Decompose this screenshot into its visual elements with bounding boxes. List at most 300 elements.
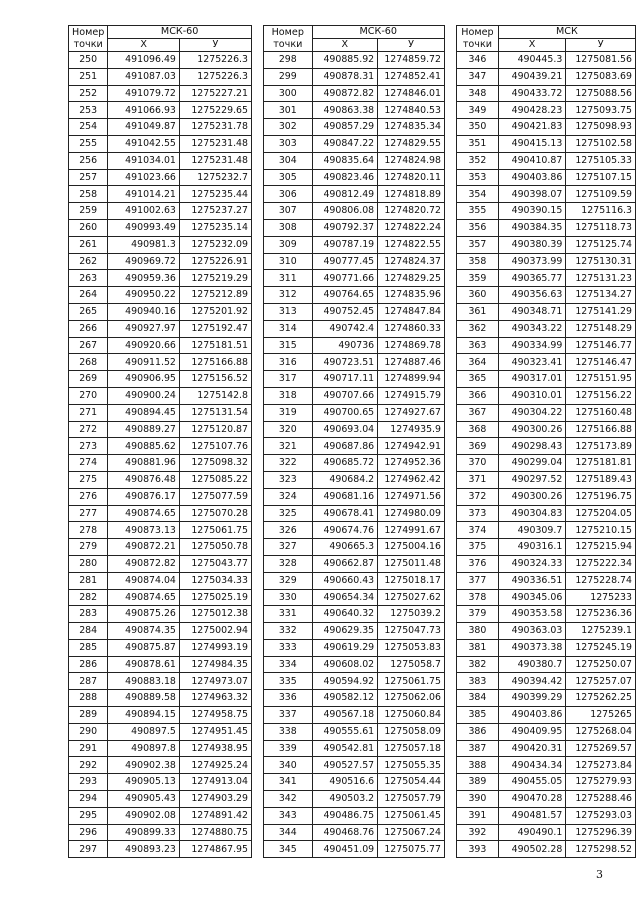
point-number-cell: 303 <box>264 135 313 152</box>
y-coordinate-cell: 1275239.1 <box>566 623 636 640</box>
point-number-cell: 381 <box>457 639 499 656</box>
table-row <box>264 404 445 421</box>
point-number-cell: 259 <box>69 203 108 220</box>
table-row <box>264 119 445 136</box>
y-coordinate-cell: 1275201.92 <box>179 303 251 320</box>
table-row <box>457 320 636 337</box>
point-number-cell: 326 <box>264 522 313 539</box>
point-number-cell: 317 <box>264 371 313 388</box>
y-coordinate-cell: 1275237.27 <box>179 203 251 220</box>
point-number-cell: 322 <box>264 455 313 472</box>
table-row <box>69 85 252 102</box>
point-number-cell: 257 <box>69 169 108 186</box>
table-row <box>69 135 252 152</box>
column-header-y: У <box>179 39 251 52</box>
x-coordinate-cell: 490777.45 <box>312 253 378 270</box>
point-number-cell: 269 <box>69 371 108 388</box>
table-row <box>69 757 252 774</box>
x-coordinate-cell: 490428.23 <box>498 102 565 119</box>
y-coordinate-cell: 1275060.84 <box>378 707 445 724</box>
table-row <box>457 135 636 152</box>
point-number-cell: 270 <box>69 387 108 404</box>
table-row <box>69 371 252 388</box>
point-number-cell: 382 <box>457 656 499 673</box>
y-coordinate-cell: 1274820.72 <box>378 203 445 220</box>
y-coordinate-cell: 1275212.89 <box>179 287 251 304</box>
column-header-y: У <box>378 39 445 52</box>
x-coordinate-cell: 490885.92 <box>312 52 378 69</box>
table-row <box>457 673 636 690</box>
table-row <box>69 337 252 354</box>
point-number-cell: 312 <box>264 287 313 304</box>
table-row <box>69 522 252 539</box>
y-coordinate-cell: 1274867.95 <box>179 841 251 858</box>
point-number-cell: 393 <box>457 841 499 858</box>
x-coordinate-cell: 490872.21 <box>108 539 180 556</box>
point-number-cell: 371 <box>457 471 499 488</box>
x-coordinate-cell: 490806.08 <box>312 203 378 220</box>
table-row <box>264 522 445 539</box>
x-coordinate-cell: 490439.21 <box>498 68 565 85</box>
table-row <box>69 824 252 841</box>
table-row <box>69 421 252 438</box>
table-row <box>457 169 636 186</box>
table-row <box>457 119 636 136</box>
table-row <box>457 303 636 320</box>
y-coordinate-cell: 1274925.24 <box>179 757 251 774</box>
point-number-cell: 325 <box>264 505 313 522</box>
x-coordinate-cell: 490700.65 <box>312 404 378 421</box>
y-coordinate-cell: 1274991.67 <box>378 522 445 539</box>
x-coordinate-cell: 490594.92 <box>312 673 378 690</box>
y-coordinate-cell: 1275088.56 <box>566 85 636 102</box>
table-row <box>264 354 445 371</box>
x-coordinate-cell: 490927.97 <box>108 320 180 337</box>
y-coordinate-cell: 1275226.91 <box>179 253 251 270</box>
point-number-cell: 277 <box>69 505 108 522</box>
point-number-cell: 378 <box>457 589 499 606</box>
x-coordinate-cell: 490885.62 <box>108 438 180 455</box>
point-number-cell: 291 <box>69 740 108 757</box>
point-number-cell: 250 <box>69 52 108 69</box>
point-number-cell: 364 <box>457 354 499 371</box>
table-row <box>457 253 636 270</box>
point-number-cell: 272 <box>69 421 108 438</box>
point-number-cell: 335 <box>264 673 313 690</box>
table-row <box>457 387 636 404</box>
x-coordinate-cell: 490911.52 <box>108 354 180 371</box>
table-row <box>69 186 252 203</box>
point-number-cell: 261 <box>69 236 108 253</box>
point-number-cell: 285 <box>69 639 108 656</box>
table-row <box>457 690 636 707</box>
table-row <box>69 152 252 169</box>
x-coordinate-cell: 490660.43 <box>312 572 378 589</box>
coordinates-table-2 <box>263 25 445 858</box>
table-row <box>457 824 636 841</box>
table-row <box>457 656 636 673</box>
table-row <box>69 219 252 236</box>
table-row <box>264 371 445 388</box>
x-coordinate-cell: 490365.77 <box>498 270 565 287</box>
table-row <box>264 270 445 287</box>
point-number-cell: 372 <box>457 488 499 505</box>
x-coordinate-cell: 490665.3 <box>312 539 378 556</box>
x-coordinate-cell: 491002.63 <box>108 203 180 220</box>
x-coordinate-cell: 490894.45 <box>108 404 180 421</box>
point-number-cell: 307 <box>264 203 313 220</box>
y-coordinate-cell: 1274869.78 <box>378 337 445 354</box>
point-number-cell: 352 <box>457 152 499 169</box>
point-number-cell: 300 <box>264 85 313 102</box>
table-row <box>69 673 252 690</box>
y-coordinate-cell: 1274993.19 <box>179 639 251 656</box>
y-coordinate-cell: 1275141.29 <box>566 303 636 320</box>
point-number-cell: 343 <box>264 807 313 824</box>
point-number-cell: 346 <box>457 52 499 69</box>
x-coordinate-cell: 490640.32 <box>312 606 378 623</box>
table-row <box>457 219 636 236</box>
y-coordinate-cell: 1275288.46 <box>566 791 636 808</box>
point-number-cell: 320 <box>264 421 313 438</box>
point-number-cell: 375 <box>457 539 499 556</box>
y-coordinate-cell: 1275196.75 <box>566 488 636 505</box>
column-header-x: X <box>312 39 378 52</box>
y-coordinate-cell: 1275231.48 <box>179 135 251 152</box>
table-row <box>457 471 636 488</box>
table-row <box>69 539 252 556</box>
table-row <box>69 253 252 270</box>
y-coordinate-cell: 1275151.95 <box>566 371 636 388</box>
x-coordinate-cell: 491087.03 <box>108 68 180 85</box>
table-row <box>264 186 445 203</box>
y-coordinate-cell: 1274822.24 <box>378 219 445 236</box>
x-coordinate-cell: 490881.96 <box>108 455 180 472</box>
table-row <box>69 841 252 858</box>
point-number-cell: 297 <box>69 841 108 858</box>
point-number-cell: 280 <box>69 555 108 572</box>
table-row <box>69 287 252 304</box>
y-coordinate-cell: 1275098.32 <box>179 455 251 472</box>
x-coordinate-cell: 490527.57 <box>312 757 378 774</box>
point-number-cell: 324 <box>264 488 313 505</box>
x-coordinate-cell: 490297.52 <box>498 471 565 488</box>
table-row <box>457 555 636 572</box>
y-coordinate-cell: 1275227.21 <box>179 85 251 102</box>
x-coordinate-cell: 490906.95 <box>108 371 180 388</box>
table-row <box>69 387 252 404</box>
y-coordinate-cell: 1275160.48 <box>566 404 636 421</box>
x-coordinate-cell: 490940.16 <box>108 303 180 320</box>
table-row <box>69 52 252 69</box>
table-row <box>69 438 252 455</box>
x-coordinate-cell: 490380.39 <box>498 236 565 253</box>
y-coordinate-cell: 1275279.93 <box>566 774 636 791</box>
x-coordinate-cell: 490883.18 <box>108 673 180 690</box>
table-row <box>264 824 445 841</box>
table-row <box>457 68 636 85</box>
table-row <box>264 623 445 640</box>
x-coordinate-cell: 490310.01 <box>498 387 565 404</box>
x-coordinate-cell: 490873.13 <box>108 522 180 539</box>
x-coordinate-cell: 490812.49 <box>312 186 378 203</box>
point-number-cell: 283 <box>69 606 108 623</box>
x-coordinate-cell: 490619.29 <box>312 639 378 656</box>
x-coordinate-cell: 490300.26 <box>498 488 565 505</box>
point-number-cell: 380 <box>457 623 499 640</box>
point-number-cell: 260 <box>69 219 108 236</box>
x-coordinate-cell: 490399.29 <box>498 690 565 707</box>
x-coordinate-cell: 490403.86 <box>498 169 565 186</box>
y-coordinate-cell: 1274938.95 <box>179 740 251 757</box>
table-row <box>457 572 636 589</box>
point-number-cell: 327 <box>264 539 313 556</box>
y-coordinate-cell: 1275181.51 <box>179 337 251 354</box>
coordinates-table-3 <box>456 25 636 858</box>
table-row <box>457 522 636 539</box>
y-coordinate-cell: 1275130.31 <box>566 253 636 270</box>
y-coordinate-cell: 1274913.04 <box>179 774 251 791</box>
x-coordinate-cell: 490900.24 <box>108 387 180 404</box>
table-row <box>69 488 252 505</box>
y-coordinate-cell: 1274962.42 <box>378 471 445 488</box>
point-number-cell: 340 <box>264 757 313 774</box>
x-coordinate-cell: 490993.49 <box>108 219 180 236</box>
y-coordinate-cell: 1275105.33 <box>566 152 636 169</box>
y-coordinate-cell: 1274942.91 <box>378 438 445 455</box>
y-coordinate-cell: 1275077.59 <box>179 488 251 505</box>
y-coordinate-cell: 1275233 <box>566 589 636 606</box>
y-coordinate-cell: 1274835.96 <box>378 287 445 304</box>
table-row <box>69 774 252 791</box>
y-coordinate-cell: 1275027.62 <box>378 589 445 606</box>
column-header-x: X <box>498 39 565 52</box>
point-number-cell: 263 <box>69 270 108 287</box>
y-coordinate-cell: 1275061.45 <box>378 807 445 824</box>
table-row <box>457 354 636 371</box>
y-coordinate-cell: 1275268.04 <box>566 723 636 740</box>
y-coordinate-cell: 1275067.24 <box>378 824 445 841</box>
point-number-cell: 251 <box>69 68 108 85</box>
x-coordinate-cell: 490889.58 <box>108 690 180 707</box>
point-number-cell: 319 <box>264 404 313 421</box>
y-coordinate-cell: 1275043.77 <box>179 555 251 572</box>
y-coordinate-cell: 1275107.15 <box>566 169 636 186</box>
table-row <box>457 707 636 724</box>
point-number-cell: 255 <box>69 135 108 152</box>
table-row <box>457 807 636 824</box>
table-row <box>264 219 445 236</box>
column-header-point-number: Номер точки <box>69 26 108 52</box>
table-row <box>457 740 636 757</box>
table-row <box>69 707 252 724</box>
x-coordinate-cell: 490542.81 <box>312 740 378 757</box>
x-coordinate-cell: 490390.15 <box>498 203 565 220</box>
point-number-cell: 305 <box>264 169 313 186</box>
table-row <box>69 102 252 119</box>
y-coordinate-cell: 1275222.34 <box>566 555 636 572</box>
y-coordinate-cell: 1275057.79 <box>378 791 445 808</box>
point-number-cell: 323 <box>264 471 313 488</box>
y-coordinate-cell: 1275062.06 <box>378 690 445 707</box>
y-coordinate-cell: 1275047.73 <box>378 623 445 640</box>
point-number-cell: 365 <box>457 371 499 388</box>
y-coordinate-cell: 1275226.3 <box>179 52 251 69</box>
y-coordinate-cell: 1274880.75 <box>179 824 251 841</box>
point-number-cell: 342 <box>264 791 313 808</box>
y-coordinate-cell: 1275146.47 <box>566 354 636 371</box>
table-row <box>264 337 445 354</box>
y-coordinate-cell: 1274973.07 <box>179 673 251 690</box>
x-coordinate-cell: 490835.64 <box>312 152 378 169</box>
y-coordinate-cell: 1275004.16 <box>378 539 445 556</box>
table-row <box>457 623 636 640</box>
x-coordinate-cell: 490356.63 <box>498 287 565 304</box>
y-coordinate-cell: 1275156.52 <box>179 371 251 388</box>
y-coordinate-cell: 1275235.14 <box>179 219 251 236</box>
y-coordinate-cell: 1275131.54 <box>179 404 251 421</box>
y-coordinate-cell: 1275228.74 <box>566 572 636 589</box>
y-coordinate-cell: 1275250.07 <box>566 656 636 673</box>
point-number-cell: 348 <box>457 85 499 102</box>
point-number-cell: 344 <box>264 824 313 841</box>
x-coordinate-cell: 490516.6 <box>312 774 378 791</box>
table-row <box>264 555 445 572</box>
point-number-cell: 355 <box>457 203 499 220</box>
table-row <box>457 421 636 438</box>
point-number-cell: 278 <box>69 522 108 539</box>
y-coordinate-cell: 1275120.87 <box>179 421 251 438</box>
table-row <box>457 774 636 791</box>
table-row <box>264 589 445 606</box>
point-number-cell: 304 <box>264 152 313 169</box>
y-coordinate-cell: 1275232.09 <box>179 236 251 253</box>
x-coordinate-cell: 490752.45 <box>312 303 378 320</box>
table-row <box>264 740 445 757</box>
x-coordinate-cell: 490398.07 <box>498 186 565 203</box>
table-row <box>264 488 445 505</box>
point-number-cell: 258 <box>69 186 108 203</box>
x-coordinate-cell: 490455.05 <box>498 774 565 791</box>
point-number-cell: 309 <box>264 236 313 253</box>
x-coordinate-cell: 490470.28 <box>498 791 565 808</box>
y-coordinate-cell: 1275116.3 <box>566 203 636 220</box>
table-row <box>69 320 252 337</box>
point-number-cell: 262 <box>69 253 108 270</box>
point-number-cell: 266 <box>69 320 108 337</box>
table-row <box>264 774 445 791</box>
y-coordinate-cell: 1275070.28 <box>179 505 251 522</box>
point-number-cell: 275 <box>69 471 108 488</box>
point-number-cell: 360 <box>457 287 499 304</box>
column-header-coordinate-system: МСК-60 <box>312 26 444 39</box>
point-number-cell: 376 <box>457 555 499 572</box>
y-coordinate-cell: 1275245.19 <box>566 639 636 656</box>
point-number-cell: 271 <box>69 404 108 421</box>
table-row <box>457 488 636 505</box>
x-coordinate-cell: 490905.43 <box>108 791 180 808</box>
x-coordinate-cell: 490403.86 <box>498 707 565 724</box>
y-coordinate-cell: 1275057.18 <box>378 740 445 757</box>
x-coordinate-cell: 490654.34 <box>312 589 378 606</box>
point-number-cell: 388 <box>457 757 499 774</box>
x-coordinate-cell: 490707.66 <box>312 387 378 404</box>
y-coordinate-cell: 1275107.76 <box>179 438 251 455</box>
x-coordinate-cell: 490348.71 <box>498 303 565 320</box>
column-header-coordinate-system: МСК-60 <box>108 26 252 39</box>
x-coordinate-cell: 490334.99 <box>498 337 565 354</box>
x-coordinate-cell: 490300.26 <box>498 421 565 438</box>
y-coordinate-cell: 1275081.56 <box>566 52 636 69</box>
y-coordinate-cell: 1275012.38 <box>179 606 251 623</box>
point-number-cell: 314 <box>264 320 313 337</box>
x-coordinate-cell: 490792.37 <box>312 219 378 236</box>
y-coordinate-cell: 1275002.94 <box>179 623 251 640</box>
point-number-cell: 308 <box>264 219 313 236</box>
y-coordinate-cell: 1275189.43 <box>566 471 636 488</box>
point-number-cell: 265 <box>69 303 108 320</box>
x-coordinate-cell: 490316.1 <box>498 539 565 556</box>
table-row <box>457 438 636 455</box>
table-row <box>69 169 252 186</box>
x-coordinate-cell: 490363.03 <box>498 623 565 640</box>
table-row <box>264 807 445 824</box>
y-coordinate-cell: 1274846.01 <box>378 85 445 102</box>
table-row <box>264 52 445 69</box>
y-coordinate-cell: 1275054.44 <box>378 774 445 791</box>
y-coordinate-cell: 1275231.48 <box>179 152 251 169</box>
table-row <box>264 723 445 740</box>
x-coordinate-cell: 490893.23 <box>108 841 180 858</box>
point-number-cell: 331 <box>264 606 313 623</box>
point-number-cell: 264 <box>69 287 108 304</box>
point-number-cell: 274 <box>69 455 108 472</box>
point-number-cell: 273 <box>69 438 108 455</box>
x-coordinate-cell: 490857.29 <box>312 119 378 136</box>
table-row <box>69 404 252 421</box>
point-number-cell: 313 <box>264 303 313 320</box>
x-coordinate-cell: 490345.06 <box>498 589 565 606</box>
table-row <box>457 589 636 606</box>
y-coordinate-cell: 1275236.36 <box>566 606 636 623</box>
point-number-cell: 349 <box>457 102 499 119</box>
point-number-cell: 329 <box>264 572 313 589</box>
point-number-cell: 357 <box>457 236 499 253</box>
x-coordinate-cell: 490678.41 <box>312 505 378 522</box>
table-row <box>69 203 252 220</box>
x-coordinate-cell: 490433.72 <box>498 85 565 102</box>
x-coordinate-cell: 490889.27 <box>108 421 180 438</box>
table-row <box>264 236 445 253</box>
table-row <box>457 337 636 354</box>
x-coordinate-cell: 490723.51 <box>312 354 378 371</box>
point-number-cell: 386 <box>457 723 499 740</box>
y-coordinate-cell: 1275257.07 <box>566 673 636 690</box>
x-coordinate-cell: 490897.5 <box>108 723 180 740</box>
point-number-cell: 383 <box>457 673 499 690</box>
y-coordinate-cell: 1274852.41 <box>378 68 445 85</box>
table-row <box>264 438 445 455</box>
y-coordinate-cell: 1275166.88 <box>566 421 636 438</box>
y-coordinate-cell: 1275085.22 <box>179 471 251 488</box>
table-row <box>264 791 445 808</box>
table-row <box>69 807 252 824</box>
point-number-cell: 306 <box>264 186 313 203</box>
point-number-cell: 330 <box>264 589 313 606</box>
point-number-cell: 302 <box>264 119 313 136</box>
y-coordinate-cell: 1274899.94 <box>378 371 445 388</box>
x-coordinate-cell: 490324.33 <box>498 555 565 572</box>
